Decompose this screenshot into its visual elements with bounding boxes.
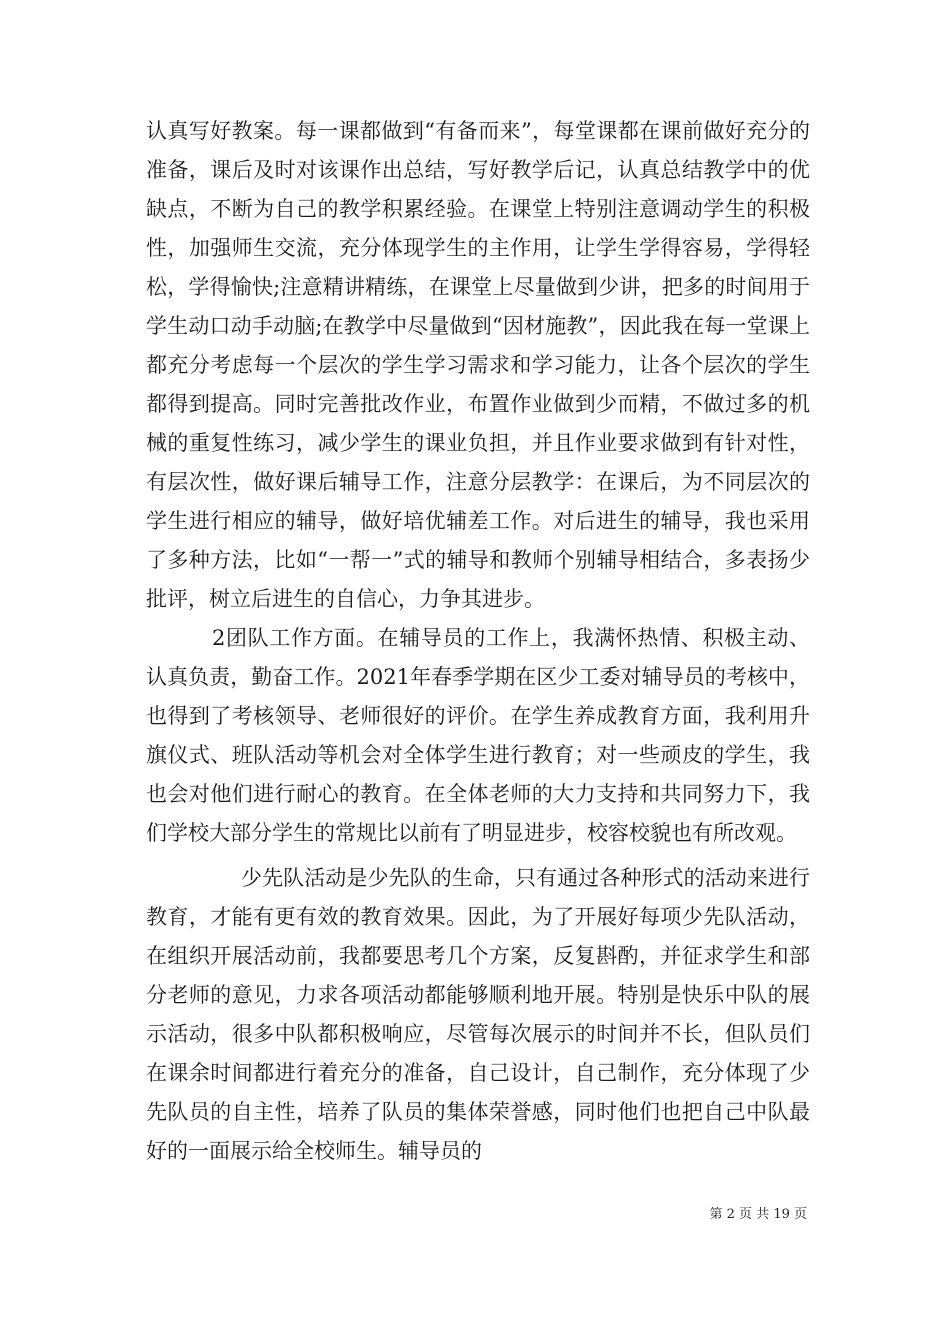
body-text	[146, 112, 810, 1171]
paragraph-team-work: 2团队工作方面。在辅导员的工作上，我满怀热情、积极主动、认真负责，勤奋工作。2021年春季学期在区少工委对辅导员的考核中，也得到了考核领导、老师很好的评价。在学生养成教育方面，我利用升旗仪式、班队活动等机会对全体学生进行教育；对一些顽皮的学生，我也会对他们进行耐心的教育。在全体老师的大力支持和共同努力下，我们学校大部分学生的常规比以前有了明显进步，校容校貌也有所改观。	[146, 626, 810, 845]
page-number-footer: 第 2 页 共 19 页	[709, 1207, 807, 1222]
paragraph-teaching-plans: 认真写好教案。每一课都做到“有备而来”，每堂课都在课前做好充分的准备，课后及时对该课作出总结，写好教学后记，认真总结教学中的优缺点，不断为自己的教学积累经验。在课堂上特别注意调动学生的积极性，加强师生交流，充分体现学生的主作用，让学生学得容易，学得轻松，学得愉快;注意精讲精练，在课堂上尽量做到少讲，把多的时间用于学生动口动手动脑;在教学中尽量做到“因材施教”，因此我在每一堂课上都充分考虑每一个层次的学生学习需求和学习能力，让各个层次的学生都得到提高。同时完善批改作业，布置作业做到少而精，不做过多的机械的重复性练习，减少学生的课业负担，并且作业要求做到有针对性，有层次性，做好课后辅导工作，注意分层教学：在课后，为不同层次的学生进行相应的辅导，做好培优辅差工作。对后进生的辅导，我也采用了多种方法，比如“一帮一”式的辅导和教师个别辅导相结合，多表扬少批评，树立后进生的自信心，力争其进步。	[146, 119, 810, 611]
paragraph-young-pioneers: 少先队活动是少先队的生命，只有通过各种形式的活动来进行教育，才能有更有效的教育效果。因此，为了开展好每项少先队活动，在组织开展活动前，我都要思考几个方案，反复斟酌，并征求学生和部分老师的意见，力求各项活动都能够顺利地开展。特别是快乐中队的展示活动，很多中队都积极响应，尽管每次展示的时间并不长，但队员们在课余时间都进行着充分的准备，自己设计，自己制作，充分体现了少先队员的自主性，培养了队员的集体荣誉感，同时他们也把自己中队最好的一面展示给全校师生。辅导员的	[146, 866, 810, 1163]
